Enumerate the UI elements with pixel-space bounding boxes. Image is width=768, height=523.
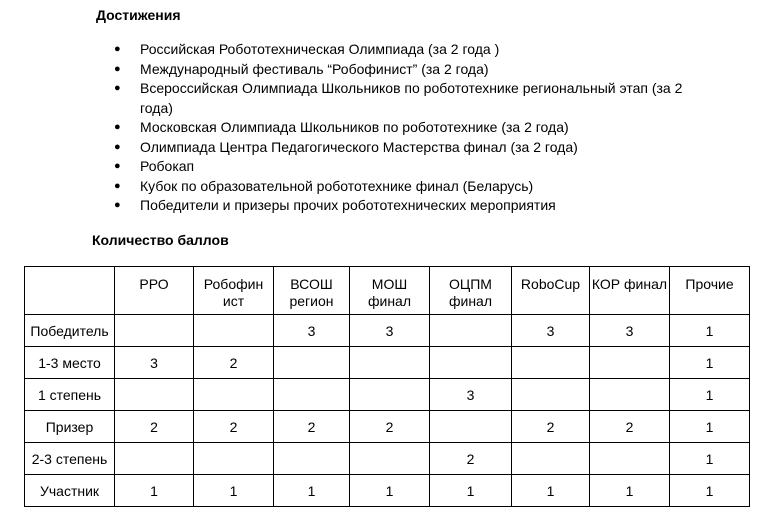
table-cell: 1 xyxy=(115,475,194,507)
table-cell: 1 xyxy=(590,475,670,507)
table-cell xyxy=(115,379,194,411)
row-label: Призер xyxy=(25,411,115,443)
table-row xyxy=(25,379,750,411)
header-cell: ВСОШ регион xyxy=(274,267,350,315)
table-row xyxy=(25,475,750,507)
table-cell xyxy=(274,379,350,411)
list-item: ● Московская Олимпиада Школьников по робототехнике (за 2 года) xyxy=(112,118,712,138)
header-cell: RoboCup xyxy=(512,267,590,315)
table-cell: 1 xyxy=(430,475,512,507)
list-item: ● Международный фестиваль “Робофинист” (за 2 года) xyxy=(112,60,712,80)
table-cell xyxy=(590,443,670,475)
table-cell xyxy=(194,379,274,411)
table-cell: 2 xyxy=(512,411,590,443)
table-cell: 3 xyxy=(274,315,350,347)
row-label: 1 степень xyxy=(25,379,115,411)
table-cell: 1 xyxy=(670,475,750,507)
table-cell: 1 xyxy=(670,347,750,379)
table-cell: 1 xyxy=(670,443,750,475)
list-item: ● Всероссийская Олимпиада Школьников по робототехнике региональный этап (за 2 года) xyxy=(112,79,712,118)
header-cell: Робофин ист xyxy=(194,267,274,315)
header-cell: РРО xyxy=(115,267,194,315)
table-cell: 1 xyxy=(670,315,750,347)
table-cell: 3 xyxy=(115,347,194,379)
list-item: ● Кубок по образовательной робототехнике финал (Беларусь) xyxy=(112,177,712,197)
table-row xyxy=(25,315,750,347)
table-cell xyxy=(194,443,274,475)
table-cell: 3 xyxy=(430,379,512,411)
list-item: ● Олимпиада Центра Педагогического Мастерства финал (за 2 года) xyxy=(112,138,712,158)
list-item: ● Робокап xyxy=(112,157,712,177)
table-cell: 3 xyxy=(512,315,590,347)
table-cell xyxy=(115,315,194,347)
table-cell: 2 xyxy=(350,411,430,443)
list-item: ● Победители и призеры прочих робототехнических мероприятия xyxy=(112,196,712,216)
table-cell xyxy=(115,443,194,475)
table-row xyxy=(25,411,750,443)
header-cell: ОЦПМ финал xyxy=(430,267,512,315)
header-cell xyxy=(25,267,115,315)
achievements-list xyxy=(112,40,712,216)
row-label: Победитель xyxy=(25,315,115,347)
table-cell: 1 xyxy=(274,475,350,507)
achievements-heading: Достижения xyxy=(96,7,181,23)
table-cell: 1 xyxy=(350,475,430,507)
header-cell: КОР финал xyxy=(590,267,670,315)
row-label: Участник xyxy=(25,475,115,507)
table-cell xyxy=(350,379,430,411)
table-cell: 2 xyxy=(115,411,194,443)
table-cell xyxy=(274,443,350,475)
table-cell: 1 xyxy=(670,379,750,411)
table-row xyxy=(25,443,750,475)
row-label: 1-3 место xyxy=(25,347,115,379)
table-cell xyxy=(350,347,430,379)
table-cell: 3 xyxy=(590,315,670,347)
table-cell: 1 xyxy=(194,475,274,507)
table-cell xyxy=(512,379,590,411)
table-cell xyxy=(512,443,590,475)
table-cell xyxy=(430,347,512,379)
table-cell: 1 xyxy=(512,475,590,507)
table-header-row xyxy=(25,267,750,315)
header-cell: МОШ финал xyxy=(350,267,430,315)
table-cell xyxy=(350,443,430,475)
table-cell: 1 xyxy=(670,411,750,443)
table-cell: 2 xyxy=(430,443,512,475)
table-cell: 2 xyxy=(194,347,274,379)
table-cell: 2 xyxy=(274,411,350,443)
table-cell xyxy=(274,347,350,379)
table-cell xyxy=(590,347,670,379)
list-item: ● Российская Робототехническая Олимпиада (за 2 года ) xyxy=(112,40,712,60)
table-cell xyxy=(430,411,512,443)
table-cell: 3 xyxy=(350,315,430,347)
table-cell xyxy=(590,379,670,411)
table-cell xyxy=(430,315,512,347)
table-cell xyxy=(194,315,274,347)
points-table xyxy=(24,266,750,507)
table-cell: 2 xyxy=(194,411,274,443)
row-label: 2-3 степень xyxy=(25,443,115,475)
table-cell xyxy=(512,347,590,379)
table-cell: 2 xyxy=(590,411,670,443)
table-row xyxy=(25,347,750,379)
header-cell: Прочие xyxy=(670,267,750,315)
points-heading: Количество баллов xyxy=(92,232,229,248)
